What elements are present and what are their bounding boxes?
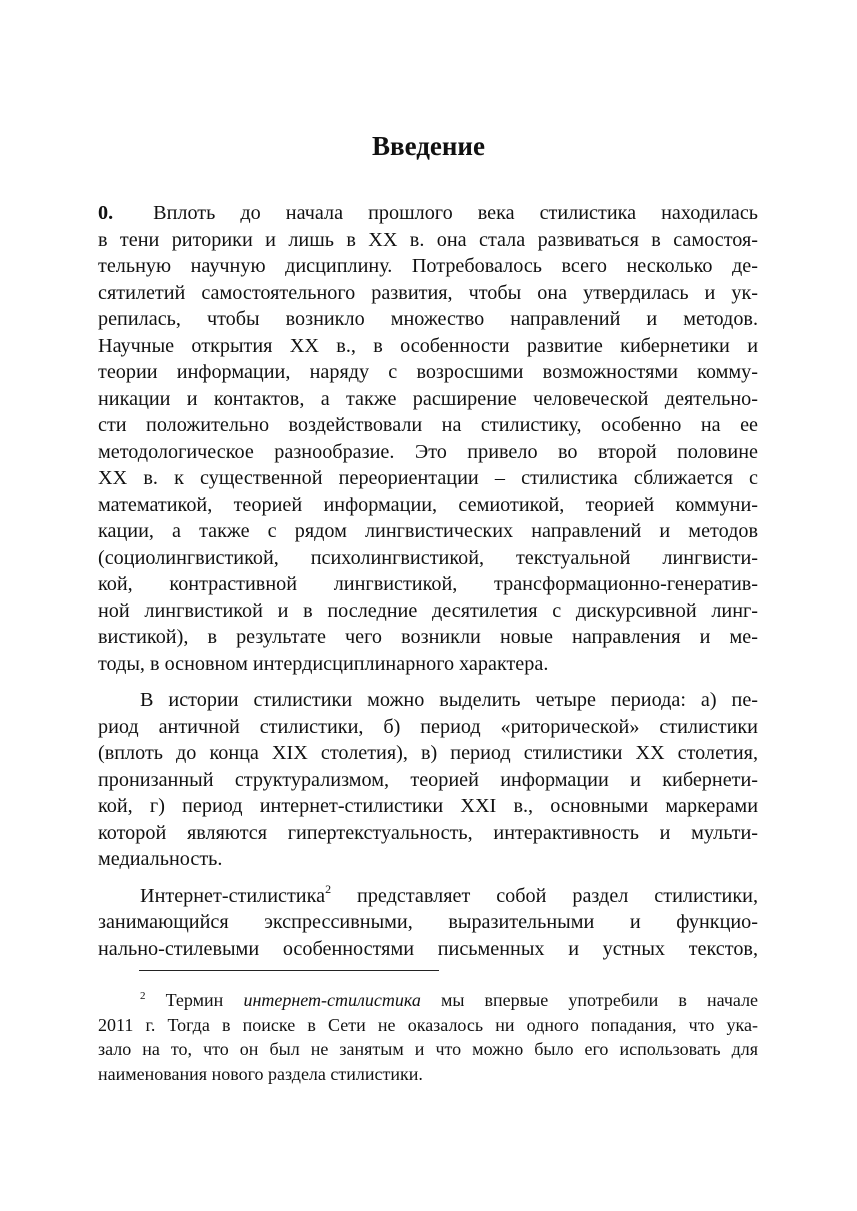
section-number: 0. bbox=[98, 202, 114, 224]
paragraph-line: риод античной стилистики, б) период «риторической» стилистики bbox=[98, 715, 758, 738]
paragraph-line: занимающийся экспрессивными, выразительными и функцио- bbox=[98, 911, 758, 933]
paragraph-3 bbox=[98, 883, 758, 963]
paragraph-line: математикой, теорией информации, семиотикой, теорией коммуни- bbox=[98, 493, 758, 516]
paragraph-line: пронизанный структурализмом, теорией информации и кибернети- bbox=[98, 768, 758, 791]
paragraph-line: ной лингвистикой и в последние десятилетия с дискурсивной линг- bbox=[98, 599, 758, 622]
main-text bbox=[98, 200, 758, 972]
footnote-line: наименования нового раздела стилистики. bbox=[98, 1063, 423, 1084]
paragraph-line: тоды, в основном интердисциплинарного характера. bbox=[98, 652, 549, 675]
footnote-term: интернет-стилистика bbox=[243, 990, 421, 1010]
footnote-marker: 2 bbox=[140, 990, 146, 1002]
paragraph-line: кой, г) период интернет-стилистики XXI в., основными маркерами bbox=[98, 795, 758, 817]
paragraph-line: кации, а также с рядом лингвистических направлений и методов bbox=[98, 520, 758, 542]
footnote-reference: 2 bbox=[325, 881, 332, 896]
paragraph-line: никации и контактов, а также расширение человеческой деятельно- bbox=[98, 387, 758, 410]
paragraph-line: методологическое разнообразие. Это привело во второй половине bbox=[98, 440, 758, 463]
paragraph-line: сятилетий самостоятельного развития, чтобы она утвердилась и ук- bbox=[98, 281, 758, 304]
paragraph-line: нально-стилевыми особенностями письменных и устных текстов, bbox=[98, 937, 758, 960]
paragraph-2 bbox=[98, 687, 758, 873]
paragraph-line: Научные открытия XX в., в особенности развитие кибернетики и bbox=[98, 334, 758, 357]
paragraph-line: В истории стилистики можно выделить четыре периода: а) пе- bbox=[140, 689, 758, 711]
paragraph-line: кой, контрастивной лингвистикой, трансформационно-генератив- bbox=[98, 573, 758, 595]
paragraph-line: Интернет-стилистика$^2$ представляет собой раздел стилистики, bbox=[140, 881, 758, 907]
paragraph-line: вистикой), в результате чего возникли новые направления и ме- bbox=[98, 626, 758, 648]
footnote-line: $^2$ Термин интернет-стилистика мы впервые употребили в начале bbox=[140, 990, 759, 1010]
page-title: Введение bbox=[372, 131, 485, 161]
paragraph-line: (вплоть до конца XIX столетия), в) период стилистики XX столетия, bbox=[98, 742, 758, 764]
paragraph-line: тельную научную дисциплину. Потребовалось всего несколько де- bbox=[98, 255, 758, 277]
footnote-divider bbox=[139, 970, 439, 971]
paragraph-line: XX в. к существенной переориентации – стилистика сближается с bbox=[98, 467, 758, 489]
paragraph-line: (социолингвистикой, психолингвистикой, текстуальной лингвисти- bbox=[98, 546, 758, 569]
paragraph-line: которой являются гипертекстуальность, интерактивность и мульти- bbox=[98, 821, 758, 844]
paragraph-1 bbox=[98, 200, 758, 677]
paragraph-line: в тени риторики и лишь в XX в. она стала развиваться в самостоя- bbox=[98, 228, 758, 251]
paragraph-line: теории информации, наряду с возросшими возможностями комму- bbox=[98, 361, 758, 383]
paragraph-line: медиальность. bbox=[98, 848, 223, 870]
paragraph-line: 0. Вплоть до начала прошлого века стилистика находилась bbox=[98, 202, 758, 224]
footnote-line: 2011 г. Тогда в поиске в Сети не оказалось ни одного попадания, что ука- bbox=[98, 1014, 758, 1035]
footnote-line: зало на то, что он был не занятым и что можно было его использовать для bbox=[98, 1039, 758, 1060]
footnote bbox=[98, 988, 758, 1086]
paragraph-line: репилась, чтобы возникло множество направлений и методов. bbox=[98, 308, 758, 330]
paragraph-line: сти положительно воздействовали на стилистику, особенно на ее bbox=[98, 414, 758, 436]
